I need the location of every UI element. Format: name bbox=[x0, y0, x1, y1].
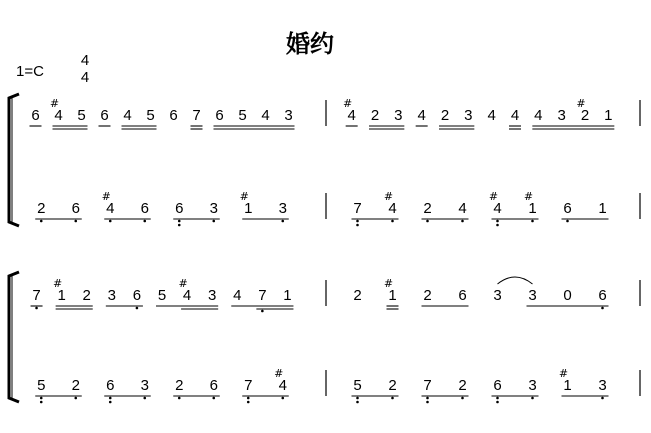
octave-dot bbox=[391, 397, 394, 400]
octave-dot bbox=[247, 397, 250, 400]
octave-dot bbox=[356, 224, 359, 227]
note-digit: 1 bbox=[244, 200, 253, 217]
note-digit: 4 bbox=[510, 107, 520, 124]
note-digit: 4 bbox=[534, 107, 543, 124]
octave-dot bbox=[40, 397, 43, 400]
note-digit: 3 bbox=[278, 200, 287, 217]
octave-dot bbox=[426, 401, 429, 404]
note-digit: 4 bbox=[388, 200, 397, 217]
note-digit: 2 bbox=[71, 377, 80, 394]
octave-dot bbox=[109, 220, 112, 223]
note-digit: 3 bbox=[208, 287, 217, 304]
note-digit: 3 bbox=[284, 107, 293, 124]
note-digit: 3 bbox=[528, 287, 537, 304]
note-digit: 3 bbox=[209, 200, 218, 217]
note-digit: 6 bbox=[71, 200, 80, 217]
note-digit: 4 bbox=[278, 377, 287, 394]
note-digit: 4 bbox=[261, 107, 270, 124]
octave-dot bbox=[281, 220, 284, 223]
note-digit: 6 bbox=[140, 200, 149, 217]
system-brace bbox=[9, 94, 19, 226]
octave-dot bbox=[40, 401, 43, 404]
octave-dot bbox=[461, 397, 464, 400]
note-digit: 1 bbox=[57, 287, 66, 304]
note-digit: 3 bbox=[394, 107, 403, 124]
key-signature: 1=C bbox=[16, 63, 44, 80]
system-brace bbox=[9, 272, 19, 402]
tie-arc bbox=[498, 277, 533, 284]
sharp-sign: # bbox=[49, 97, 60, 110]
note-digit: 2 bbox=[82, 287, 91, 304]
octave-dot bbox=[178, 224, 181, 227]
note-digit: 4 bbox=[493, 200, 502, 217]
octave-dot bbox=[74, 220, 77, 223]
sharp-sign: # bbox=[488, 190, 499, 203]
note-digit: 7 bbox=[244, 377, 253, 394]
sharp-sign: # bbox=[274, 367, 284, 380]
note-digit: 3 bbox=[464, 107, 473, 124]
sharp-sign: # bbox=[239, 190, 249, 203]
note-digit: 3 bbox=[557, 107, 566, 124]
note-digit: 5 bbox=[157, 287, 167, 304]
note-digit: 1 bbox=[604, 107, 613, 124]
octave-dot bbox=[212, 397, 215, 400]
octave-dot bbox=[247, 401, 250, 404]
sharp-sign: # bbox=[576, 97, 586, 110]
octave-dot bbox=[109, 397, 112, 400]
note-digit: 1 bbox=[528, 200, 537, 217]
note-digit: 4 bbox=[487, 107, 496, 124]
note-digit: 4 bbox=[347, 107, 356, 124]
octave-dot bbox=[261, 310, 264, 313]
note-digit: 6 bbox=[598, 287, 607, 304]
octave-dot bbox=[461, 220, 464, 223]
note-digit: 2 bbox=[370, 107, 380, 124]
note-digit: 6 bbox=[493, 377, 502, 394]
octave-dot bbox=[356, 220, 359, 223]
sharp-sign: # bbox=[178, 277, 188, 290]
note-digit: 4 bbox=[417, 107, 426, 124]
octave-dot bbox=[601, 397, 604, 400]
note-digit: 4 bbox=[54, 107, 63, 124]
time-signature-bottom: 4 bbox=[80, 69, 90, 86]
sharp-sign: # bbox=[343, 97, 353, 110]
octave-dot bbox=[496, 220, 499, 223]
octave-dot bbox=[391, 220, 394, 223]
note-digit: 7 bbox=[32, 287, 41, 304]
sharp-sign: # bbox=[101, 190, 111, 203]
note-digit: 6 bbox=[563, 200, 572, 217]
sharp-sign: # bbox=[53, 277, 63, 290]
note-digit: 2 bbox=[580, 107, 590, 124]
octave-dot bbox=[426, 397, 429, 400]
octave-dot bbox=[35, 307, 38, 310]
octave-dot bbox=[143, 397, 146, 400]
note-digit: 6 bbox=[100, 107, 109, 124]
octave-dot bbox=[496, 224, 499, 227]
octave-dot bbox=[496, 401, 499, 404]
note-digit: 2 bbox=[423, 287, 432, 304]
note-digit: 3 bbox=[107, 287, 116, 304]
note-digit: 3 bbox=[140, 377, 149, 394]
note-digit: 6 bbox=[132, 287, 142, 304]
octave-dot bbox=[281, 397, 284, 400]
note-digit: 3 bbox=[528, 377, 537, 394]
octave-dot bbox=[601, 307, 604, 310]
octave-dot bbox=[356, 401, 359, 404]
note-digit: 4 bbox=[458, 200, 467, 217]
octave-dot bbox=[178, 397, 181, 400]
note-digit: 4 bbox=[106, 200, 115, 217]
note-digit: 6 bbox=[169, 107, 178, 124]
note-digit: 5 bbox=[238, 107, 247, 124]
note-digit: 7 bbox=[258, 287, 267, 304]
note-digit: 6 bbox=[215, 107, 224, 124]
octave-dot bbox=[212, 220, 215, 223]
note-digit: 4 bbox=[123, 107, 132, 124]
sharp-sign: # bbox=[383, 277, 394, 290]
note-digit: 4 bbox=[233, 287, 242, 304]
octave-dot bbox=[531, 397, 534, 400]
octave-dot bbox=[531, 220, 534, 223]
octave-dot bbox=[40, 220, 43, 223]
note-digit: 2 bbox=[37, 200, 46, 217]
note-digit: 6 bbox=[106, 377, 115, 394]
note-digit: 5 bbox=[146, 107, 155, 124]
octave-dot bbox=[143, 220, 146, 223]
sharp-sign: # bbox=[523, 190, 534, 203]
octave-dot bbox=[566, 220, 569, 223]
note-digit: 1 bbox=[598, 200, 607, 217]
note-digit: 7 bbox=[353, 200, 362, 217]
note-digit: 2 bbox=[423, 200, 432, 217]
note-digit: 5 bbox=[77, 107, 86, 124]
octave-dot bbox=[109, 401, 112, 404]
note-digit: 6 bbox=[31, 107, 40, 124]
octave-dot bbox=[426, 220, 429, 223]
note-digit: 1 bbox=[563, 377, 572, 394]
score-title: 婚约 bbox=[286, 30, 334, 58]
note-digit: 1 bbox=[283, 287, 292, 304]
note-digit: 2 bbox=[458, 377, 467, 394]
note-digit: 2 bbox=[388, 377, 397, 394]
note-digit: 6 bbox=[209, 377, 218, 394]
octave-dot bbox=[496, 397, 499, 400]
note-digit: 7 bbox=[192, 107, 201, 124]
note-digit: 5 bbox=[37, 377, 46, 394]
time-signature-top: 4 bbox=[80, 52, 90, 69]
note-digit: 2 bbox=[353, 287, 362, 304]
octave-dot bbox=[356, 397, 359, 400]
note-digit: 4 bbox=[182, 287, 192, 304]
note-digit: 5 bbox=[353, 377, 362, 394]
note-digit: 3 bbox=[493, 287, 502, 304]
sharp-sign: # bbox=[383, 190, 394, 203]
note-digit: 3 bbox=[598, 377, 607, 394]
sharp-sign: # bbox=[558, 367, 569, 380]
note-digit: 1 bbox=[388, 287, 397, 304]
note-digit: 2 bbox=[440, 107, 450, 124]
octave-dot bbox=[74, 397, 77, 400]
note-digit: 6 bbox=[175, 200, 184, 217]
octave-dot bbox=[178, 220, 181, 223]
note-digit: 7 bbox=[423, 377, 432, 394]
note-digit: 0 bbox=[563, 287, 572, 304]
note-digit: 2 bbox=[175, 377, 184, 394]
octave-dot bbox=[136, 307, 139, 310]
note-digit: 6 bbox=[458, 287, 467, 304]
